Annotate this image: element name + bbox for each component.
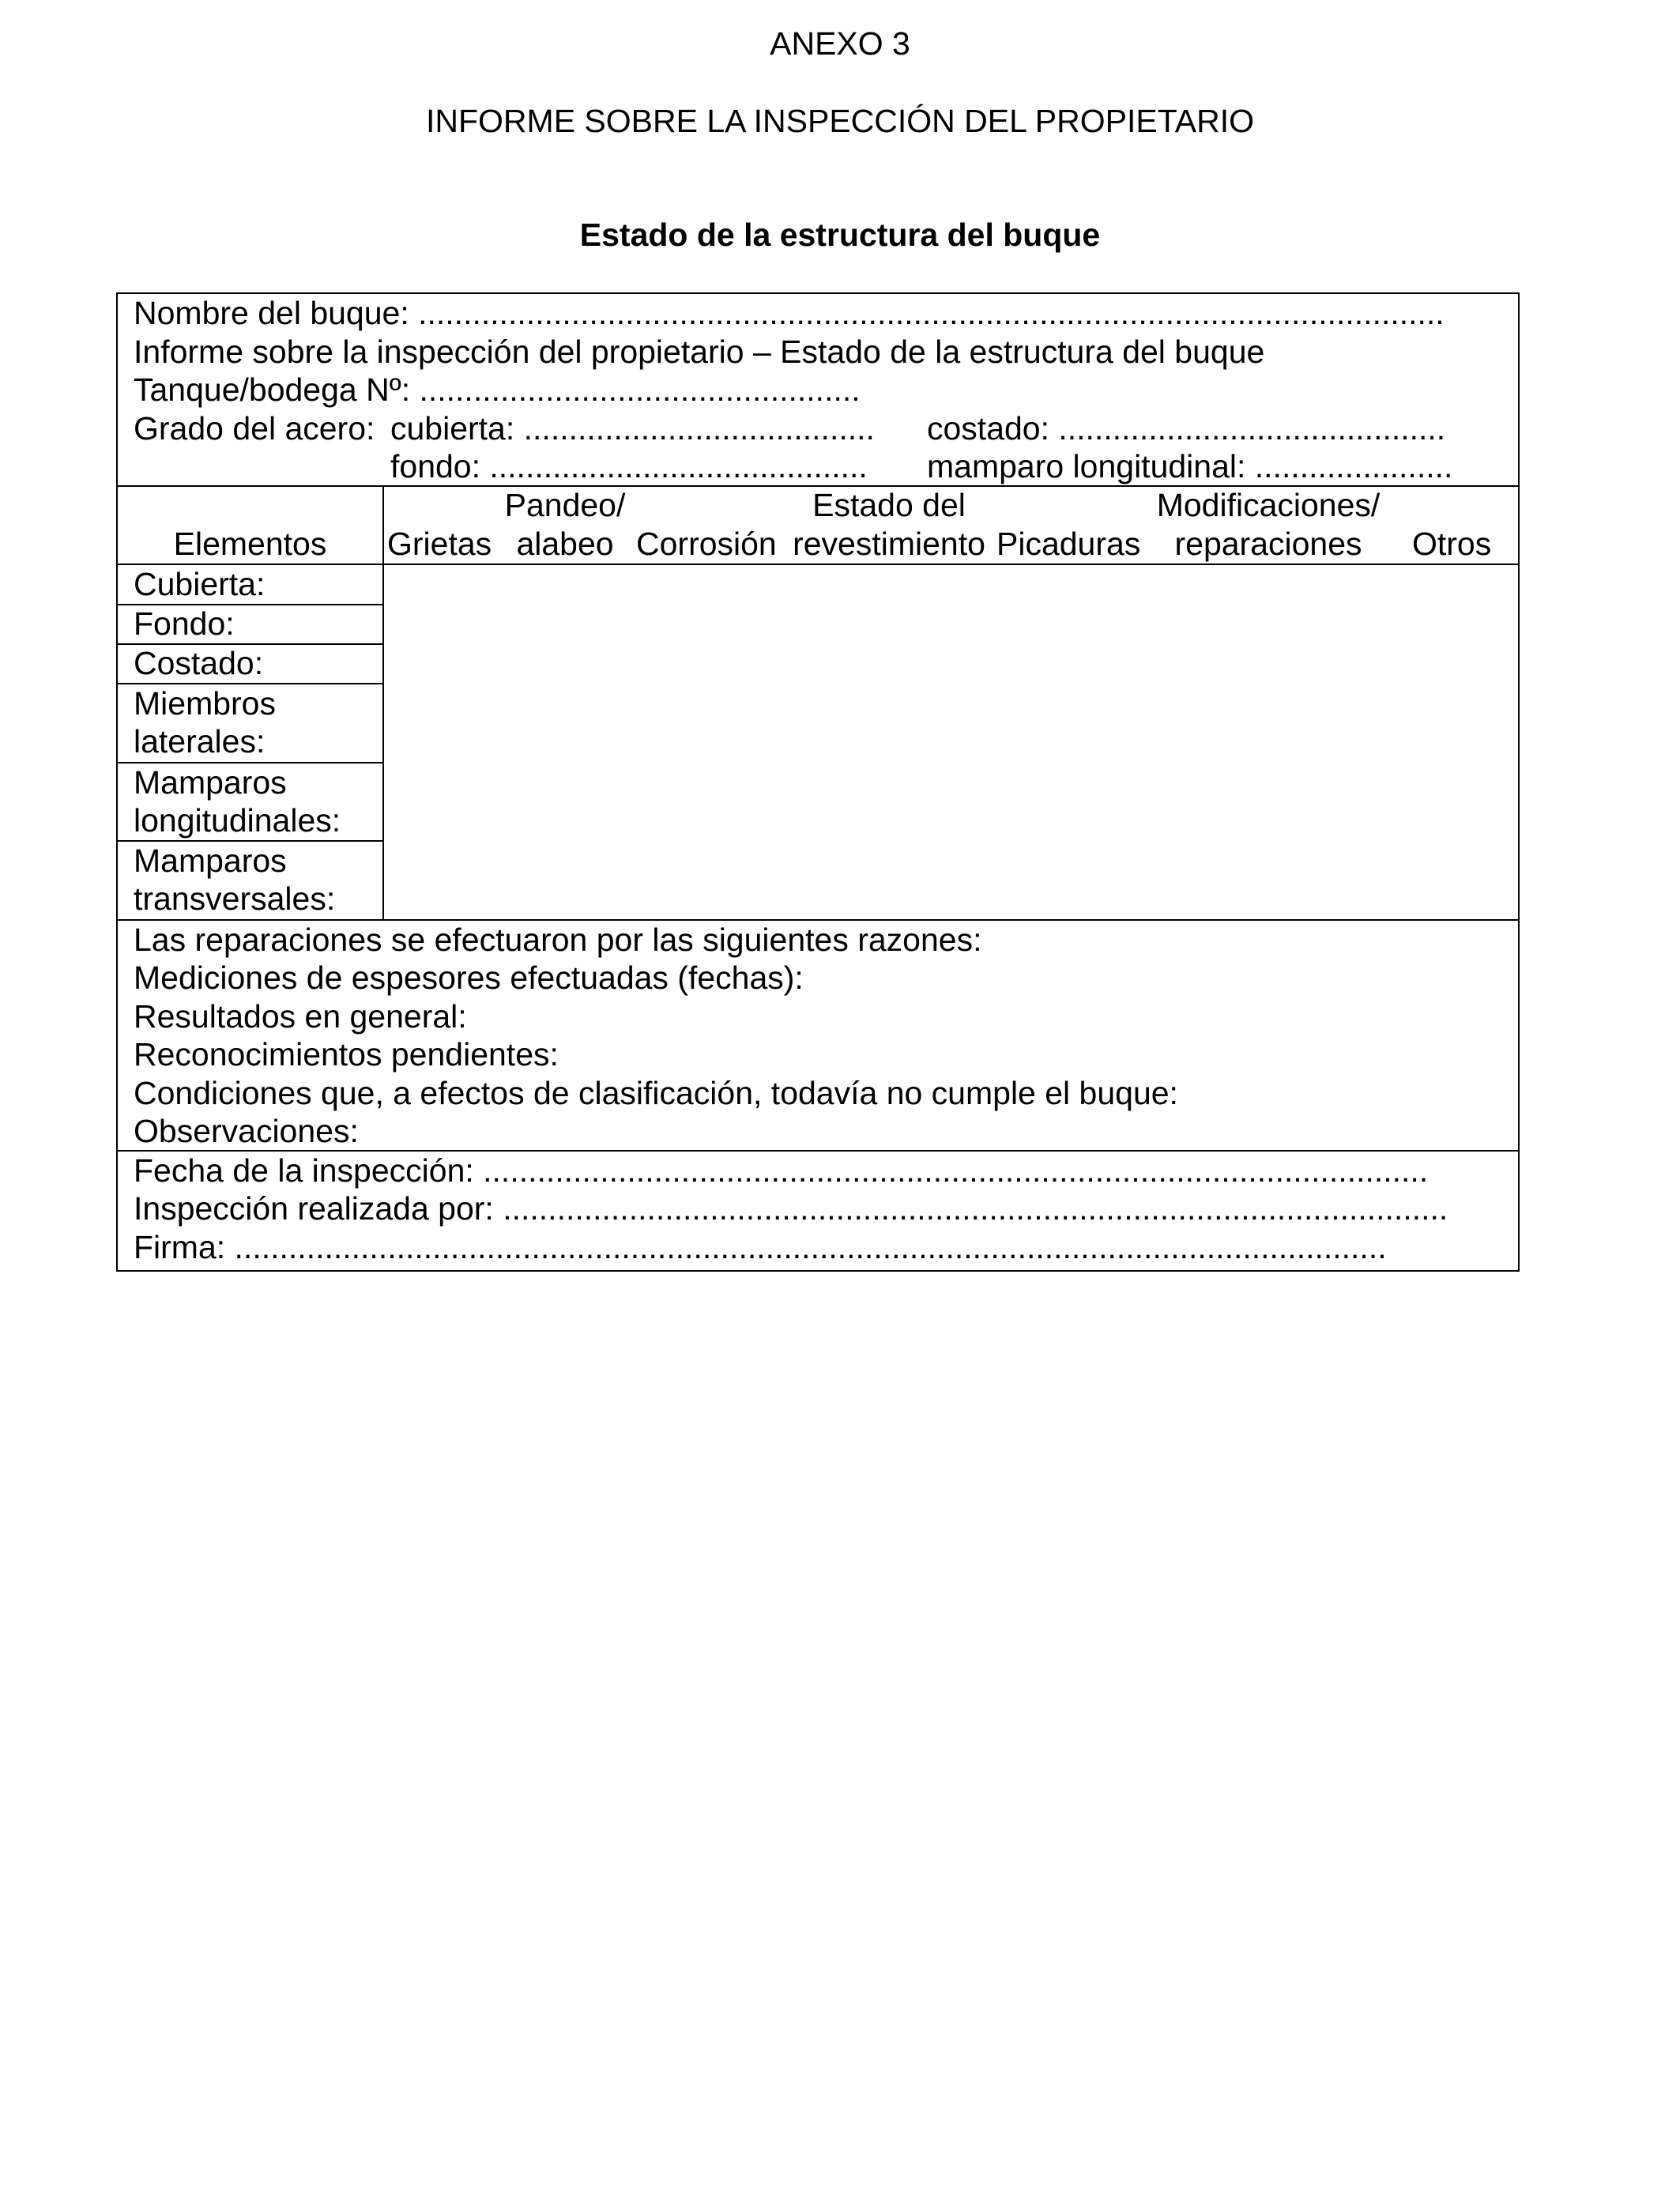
column-header-pitting: Picaduras xyxy=(996,526,1141,562)
row-label-side: Costado: xyxy=(134,645,264,681)
note-thickness-measurements: Mediciones de espesores efectuadas (fechas): xyxy=(134,959,804,996)
bulkhead-steel-field: mamparo longitudinal: ...................... xyxy=(927,448,1453,484)
column-header-buckling-line2: alabeo xyxy=(516,526,614,562)
row-label-bottom: Fondo: xyxy=(134,605,235,642)
tank-number-field: Tanque/bodega Nº: ................................................. xyxy=(134,371,861,408)
column-header-coating-line2: revestimiento xyxy=(793,526,985,562)
report-description: Informe sobre la inspección del propietario – Estado de la estructura del buque xyxy=(134,334,1265,370)
row-label-side-members-line1: Miembros xyxy=(134,685,276,722)
column-header-modifications-line1: Modificaciones/ xyxy=(1156,487,1381,523)
deck-steel-field: cubierta: ....................................... xyxy=(390,410,875,447)
column-header-corrosion: Corrosión xyxy=(636,526,777,562)
ship-name-field: Nombre del buque: .................................................................................................................. xyxy=(134,295,1445,331)
column-header-elements: Elementos xyxy=(173,526,327,562)
note-general-results: Resultados en general: xyxy=(134,998,467,1035)
table-left-border xyxy=(116,292,118,1272)
report-title: INFORME SOBRE LA INSPECCIÓN DEL PROPIETARIO xyxy=(426,103,1254,139)
row-label-long-bulkheads-line2: longitudinales: xyxy=(134,802,341,839)
row-label-trans-bulkheads-line1: Mamparos xyxy=(134,843,287,879)
column-header-buckling-line1: Pandeo/ xyxy=(504,487,626,523)
note-class-conditions: Condiciones que, a efectos de clasificación, todavía no cumple el buque: xyxy=(134,1075,1178,1111)
note-pending-surveys: Reconocimientos pendientes: xyxy=(134,1036,559,1072)
signature-field: Firma: ................................................................................................................................ xyxy=(134,1229,1387,1265)
bottom-steel-field: fondo: .......................................... xyxy=(390,448,868,484)
annex-number: ANEXO 3 xyxy=(770,25,910,62)
column-header-modifications-line2: reparaciones xyxy=(1174,526,1362,562)
table-right-border xyxy=(1518,292,1520,1272)
steel-grade-label: Grado del acero: xyxy=(134,410,375,447)
elements-column-divider xyxy=(382,485,384,921)
inspected-by-field: Inspección realizada por: ......................................................................................................... xyxy=(134,1190,1448,1227)
inspection-date-field: Fecha de la inspección: ......................................................................................................... xyxy=(134,1152,1429,1189)
row-label-trans-bulkheads-line2: transversales: xyxy=(134,880,336,917)
column-header-cracks: Grietas xyxy=(387,526,492,562)
table-bottom-border xyxy=(116,1270,1520,1272)
section-subtitle: Estado de la estructura del buque xyxy=(579,217,1101,253)
note-observations: Observaciones: xyxy=(134,1113,359,1149)
note-repair-reasons: Las reparaciones se efectuaron por las siguientes razones: xyxy=(134,922,982,958)
column-header-others: Otros xyxy=(1412,526,1492,562)
divider-column-headers xyxy=(116,564,1520,565)
row-label-side-members-line2: laterales: xyxy=(134,723,266,760)
row-label-deck: Cubierta: xyxy=(134,566,266,602)
column-header-coating-line1: Estado del xyxy=(812,487,966,523)
row-label-long-bulkheads-line1: Mamparos xyxy=(134,764,287,801)
side-steel-field: costado: ........................................... xyxy=(927,410,1446,447)
